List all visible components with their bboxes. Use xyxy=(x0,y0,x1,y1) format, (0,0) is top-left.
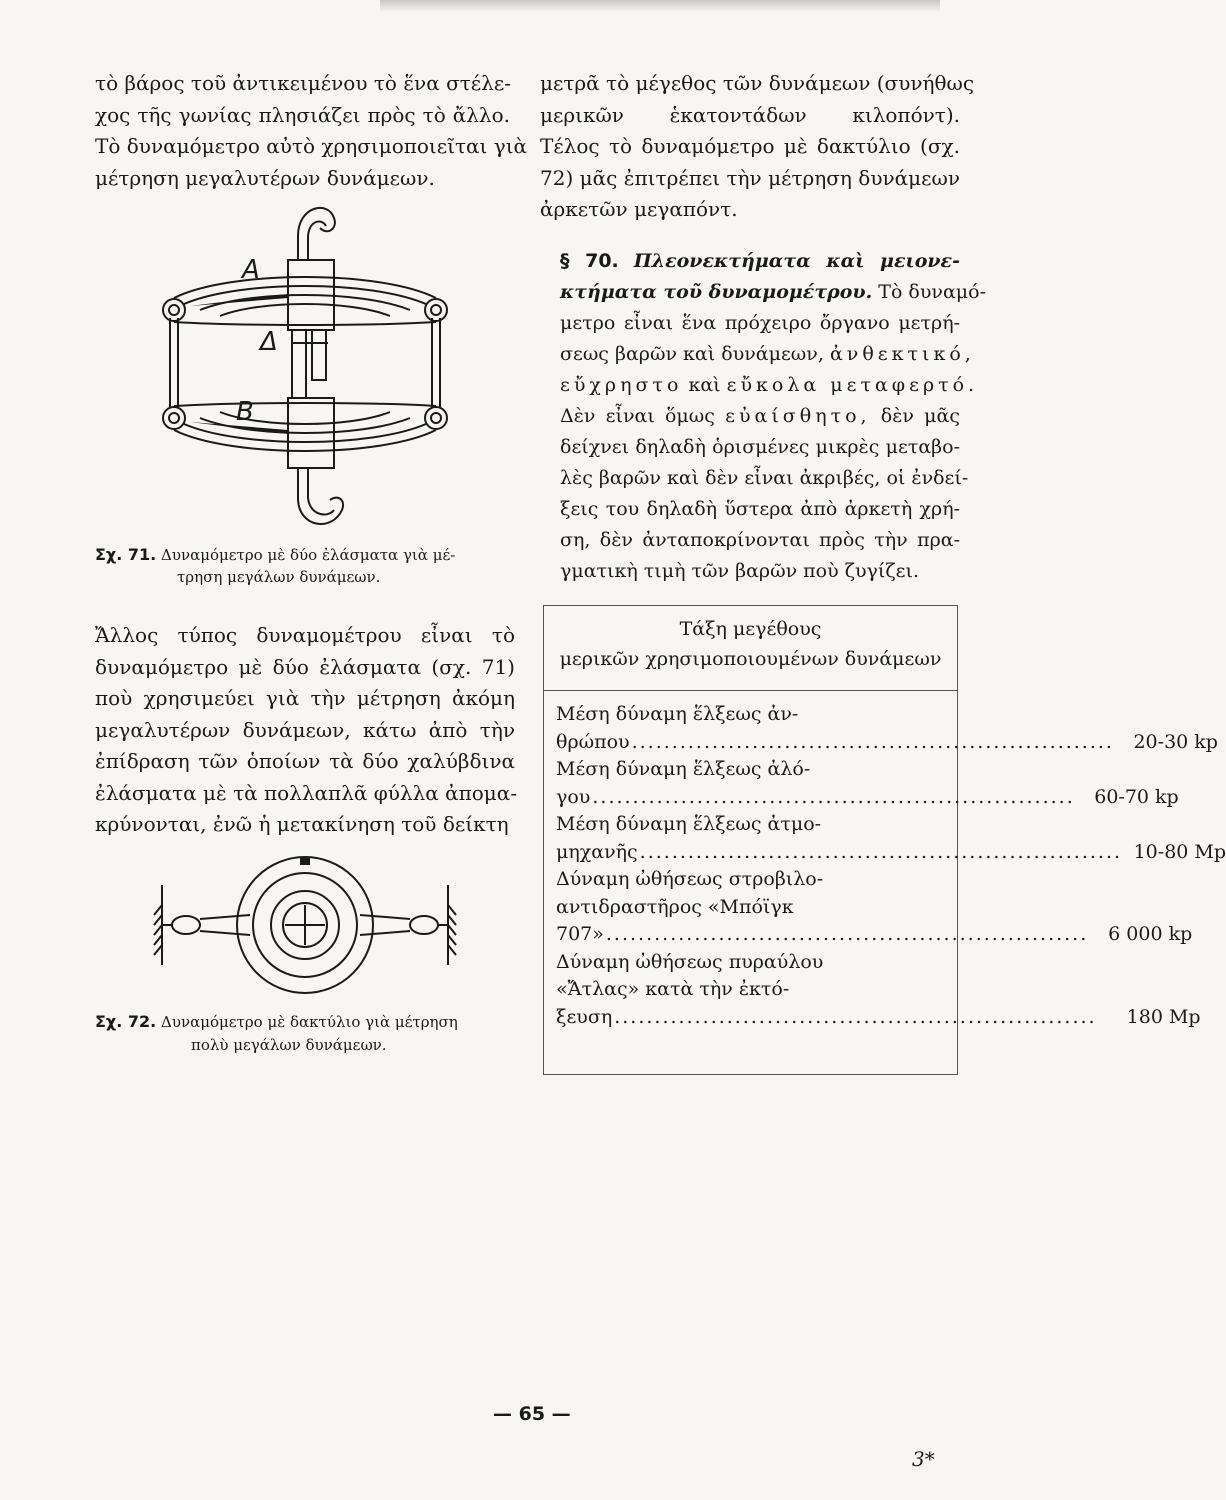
section-line: σεως βαρῶν καὶ δυνάμεων, xyxy=(560,343,824,365)
section-line: λὲς βαρῶν καὶ δὲν εἶναι ἀκριβές, οἱ ἐνδεί- xyxy=(560,467,969,489)
section-title-part1: Πλεονεκτήματα καὶ μειονε- xyxy=(633,250,960,272)
text-line: ἐπίδραση τῶν ὁποίων τὰ δύο χαλύβδινα xyxy=(95,749,515,773)
leader-dots: ............................................................ xyxy=(592,785,1075,808)
text-line: μέτρηση μεγαλυτέρων δυνάμεων. xyxy=(95,165,435,190)
table-row xyxy=(556,866,1193,949)
section-text: Δὲν εἶναι ὅμως xyxy=(560,405,715,427)
right-top-paragraph xyxy=(540,68,975,226)
left-second-paragraph xyxy=(95,620,518,841)
spaced-word: εὔχρηστο xyxy=(560,374,683,396)
figure-72-caption xyxy=(95,1010,515,1057)
section-line: δείχνει δηλαδὴ ὁρισμένες μικρὲς μεταβο- xyxy=(560,436,960,458)
section-line: γματικὴ τιμὴ τῶν βαρῶν ποὺ ζυγίζει. xyxy=(560,560,919,582)
section-text: δὲν μᾶς xyxy=(880,405,961,427)
row-description: Μέση δύναμη ἕλξεως ἀτμο- xyxy=(556,813,822,835)
text-line: χος τῆς γωνίας πλησιάζει πρὸς τὸ ἄλλο. xyxy=(95,102,510,127)
leader-dots: ............................................................ xyxy=(639,840,1123,863)
row-description: αντιδραστῆρος «Μπόϊγκ xyxy=(556,895,794,918)
row-description: Δύναμη ὠθήσεως στροβιλο- xyxy=(556,868,824,890)
section-paragraph xyxy=(560,246,987,587)
text-line: μερικῶν ἑκατοντάδων κιλοπόντ). xyxy=(540,102,960,127)
table-row xyxy=(556,811,1226,866)
text-line: κρύνονται, ἐνῶ ἡ μετακίνηση τοῦ δείκτη xyxy=(95,812,509,836)
signature-mark: 3* xyxy=(912,1447,935,1471)
table-row xyxy=(556,701,1218,756)
caption-line2: τρηση μεγάλων δυνάμεων. xyxy=(177,568,381,586)
text-line: τὸ βάρος τοῦ ἀντικειμένου τὸ ἕνα στέλε- xyxy=(95,71,511,95)
label-a: A xyxy=(242,255,260,285)
spaced-word: εὔκολα μεταφερτό. xyxy=(726,374,979,396)
conjunction: καὶ xyxy=(688,374,721,396)
row-description-end: ξευση xyxy=(556,1005,613,1028)
left-top-paragraph xyxy=(95,68,528,194)
table-body xyxy=(544,691,1226,1031)
row-description-end: γου xyxy=(556,785,591,808)
text-line: ἐλάσματα μὲ τὰ πολλαπλᾶ φύλλα ἀπομα- xyxy=(95,780,518,805)
section-70 xyxy=(560,246,987,587)
text-line: μετρᾶ τὸ μέγεθος τῶν δυνάμεων (συνήθως xyxy=(540,71,975,95)
table-heading-line1: Τάξη μεγέθους xyxy=(679,618,822,640)
caption-line1: Δυναμόμετρο μὲ δακτύλιο γιὰ μέτρηση xyxy=(161,1013,458,1031)
force-magnitude-table xyxy=(543,605,1226,1075)
text-line: Ἄλλος τύπος δυναμομέτρου εἶναι τὸ xyxy=(95,623,515,647)
leader-dots: ............................................................ xyxy=(605,923,1089,945)
section-line1-rest: Τὸ δυναμό- xyxy=(878,281,987,303)
text-line: μεγαλυτέρων δυνάμεων, κάτω ἀπὸ τὴν xyxy=(95,717,515,742)
paragraph xyxy=(95,620,518,841)
page-number: — 65 — xyxy=(493,1403,571,1425)
text-line: Τὸ δυναμόμετρο αὐτὸ χρησιμοποιεῖται γιὰ xyxy=(95,134,528,158)
section-number: § 70. xyxy=(560,250,619,272)
table-heading xyxy=(544,606,957,691)
caption-number: Σχ. 71. xyxy=(95,545,157,564)
row-description: Μέση δύναμη ἕλξεως ἀν- xyxy=(556,703,799,725)
table-row xyxy=(556,949,1201,1032)
top-hook xyxy=(298,208,335,260)
table-row xyxy=(556,756,1179,811)
paragraph xyxy=(95,68,528,194)
table-heading-line2: μερικῶν χρησιμοποιουμένων δυνάμεων xyxy=(559,648,942,670)
label-b: B xyxy=(236,397,254,427)
bottom-hook xyxy=(298,468,343,524)
spaced-word: ἀνθεκτικό, xyxy=(829,343,975,365)
section-title-part2: κτήματα τοῦ δυναμομέτρου. xyxy=(560,281,873,303)
row-description: Δύναμη ὠθήσεως πυραύλου xyxy=(556,950,824,973)
text-line: Τέλος τὸ δυναμόμετρο μὲ δακτύλιο (σχ. xyxy=(540,134,960,158)
text-line: ποὺ χρησιμεύει γιὰ τὴν μέτρηση ἀκόμη xyxy=(95,686,515,710)
section-line: ση, δὲν ἀνταποκρίνονται πρὸς τὴν πρα- xyxy=(560,529,960,551)
figure-72-ring-dynamometer xyxy=(150,855,460,1000)
text-line: ἀρκετῶν μεγαπόντ. xyxy=(540,197,738,221)
figure-71-spring-dynamometer xyxy=(150,198,460,533)
scan-shadow xyxy=(380,0,940,12)
spaced-word: εὐαίσθητο, xyxy=(725,405,871,427)
leader-dots: ............................................................ xyxy=(614,1005,1097,1028)
text-line: 72) μᾶς ἐπιτρέπει τὴν μέτρηση δυνάμεων xyxy=(540,165,960,190)
row-description: Μέση δύναμη ἕλξεως ἀλό- xyxy=(556,758,811,780)
section-line: ξεις του δηλαδὴ ὕστερα ἀπὸ ἀρκετὴ χρή- xyxy=(560,498,960,520)
row-description-end: μηχανῆς xyxy=(556,840,638,863)
row-value: 20-30 kp xyxy=(1133,730,1218,753)
text-line: δυναμόμετρο μὲ δύο ἐλάσματα (σχ. 71) xyxy=(95,654,515,679)
caption-line2: πολὺ μεγάλων δυνάμεων. xyxy=(191,1036,387,1054)
row-description-end: 707» xyxy=(556,923,604,945)
row-value: 10-80 Mp xyxy=(1133,840,1226,863)
leader-dots: ............................................................ xyxy=(631,730,1114,753)
caption-number: Σχ. 72. xyxy=(95,1012,157,1031)
paragraph xyxy=(540,68,975,226)
row-value: 180 Mp xyxy=(1126,1005,1201,1028)
caption-line1: Δυναμόμετρο μὲ δύο ἐλάσματα γιὰ μέ- xyxy=(161,546,456,564)
row-description: «Ἄτλας» κατὰ τὴν ἐκτό- xyxy=(556,978,790,1000)
section-line: μετρο εἶναι ἕνα πρόχειρο ὄργανο μετρή- xyxy=(560,312,960,334)
row-value: 6 000 kp xyxy=(1108,923,1193,945)
figure-71-caption xyxy=(95,544,515,588)
row-value: 60-70 kp xyxy=(1094,785,1179,808)
row-description-end: θρώπου xyxy=(556,730,630,753)
label-delta: Δ xyxy=(260,327,278,357)
